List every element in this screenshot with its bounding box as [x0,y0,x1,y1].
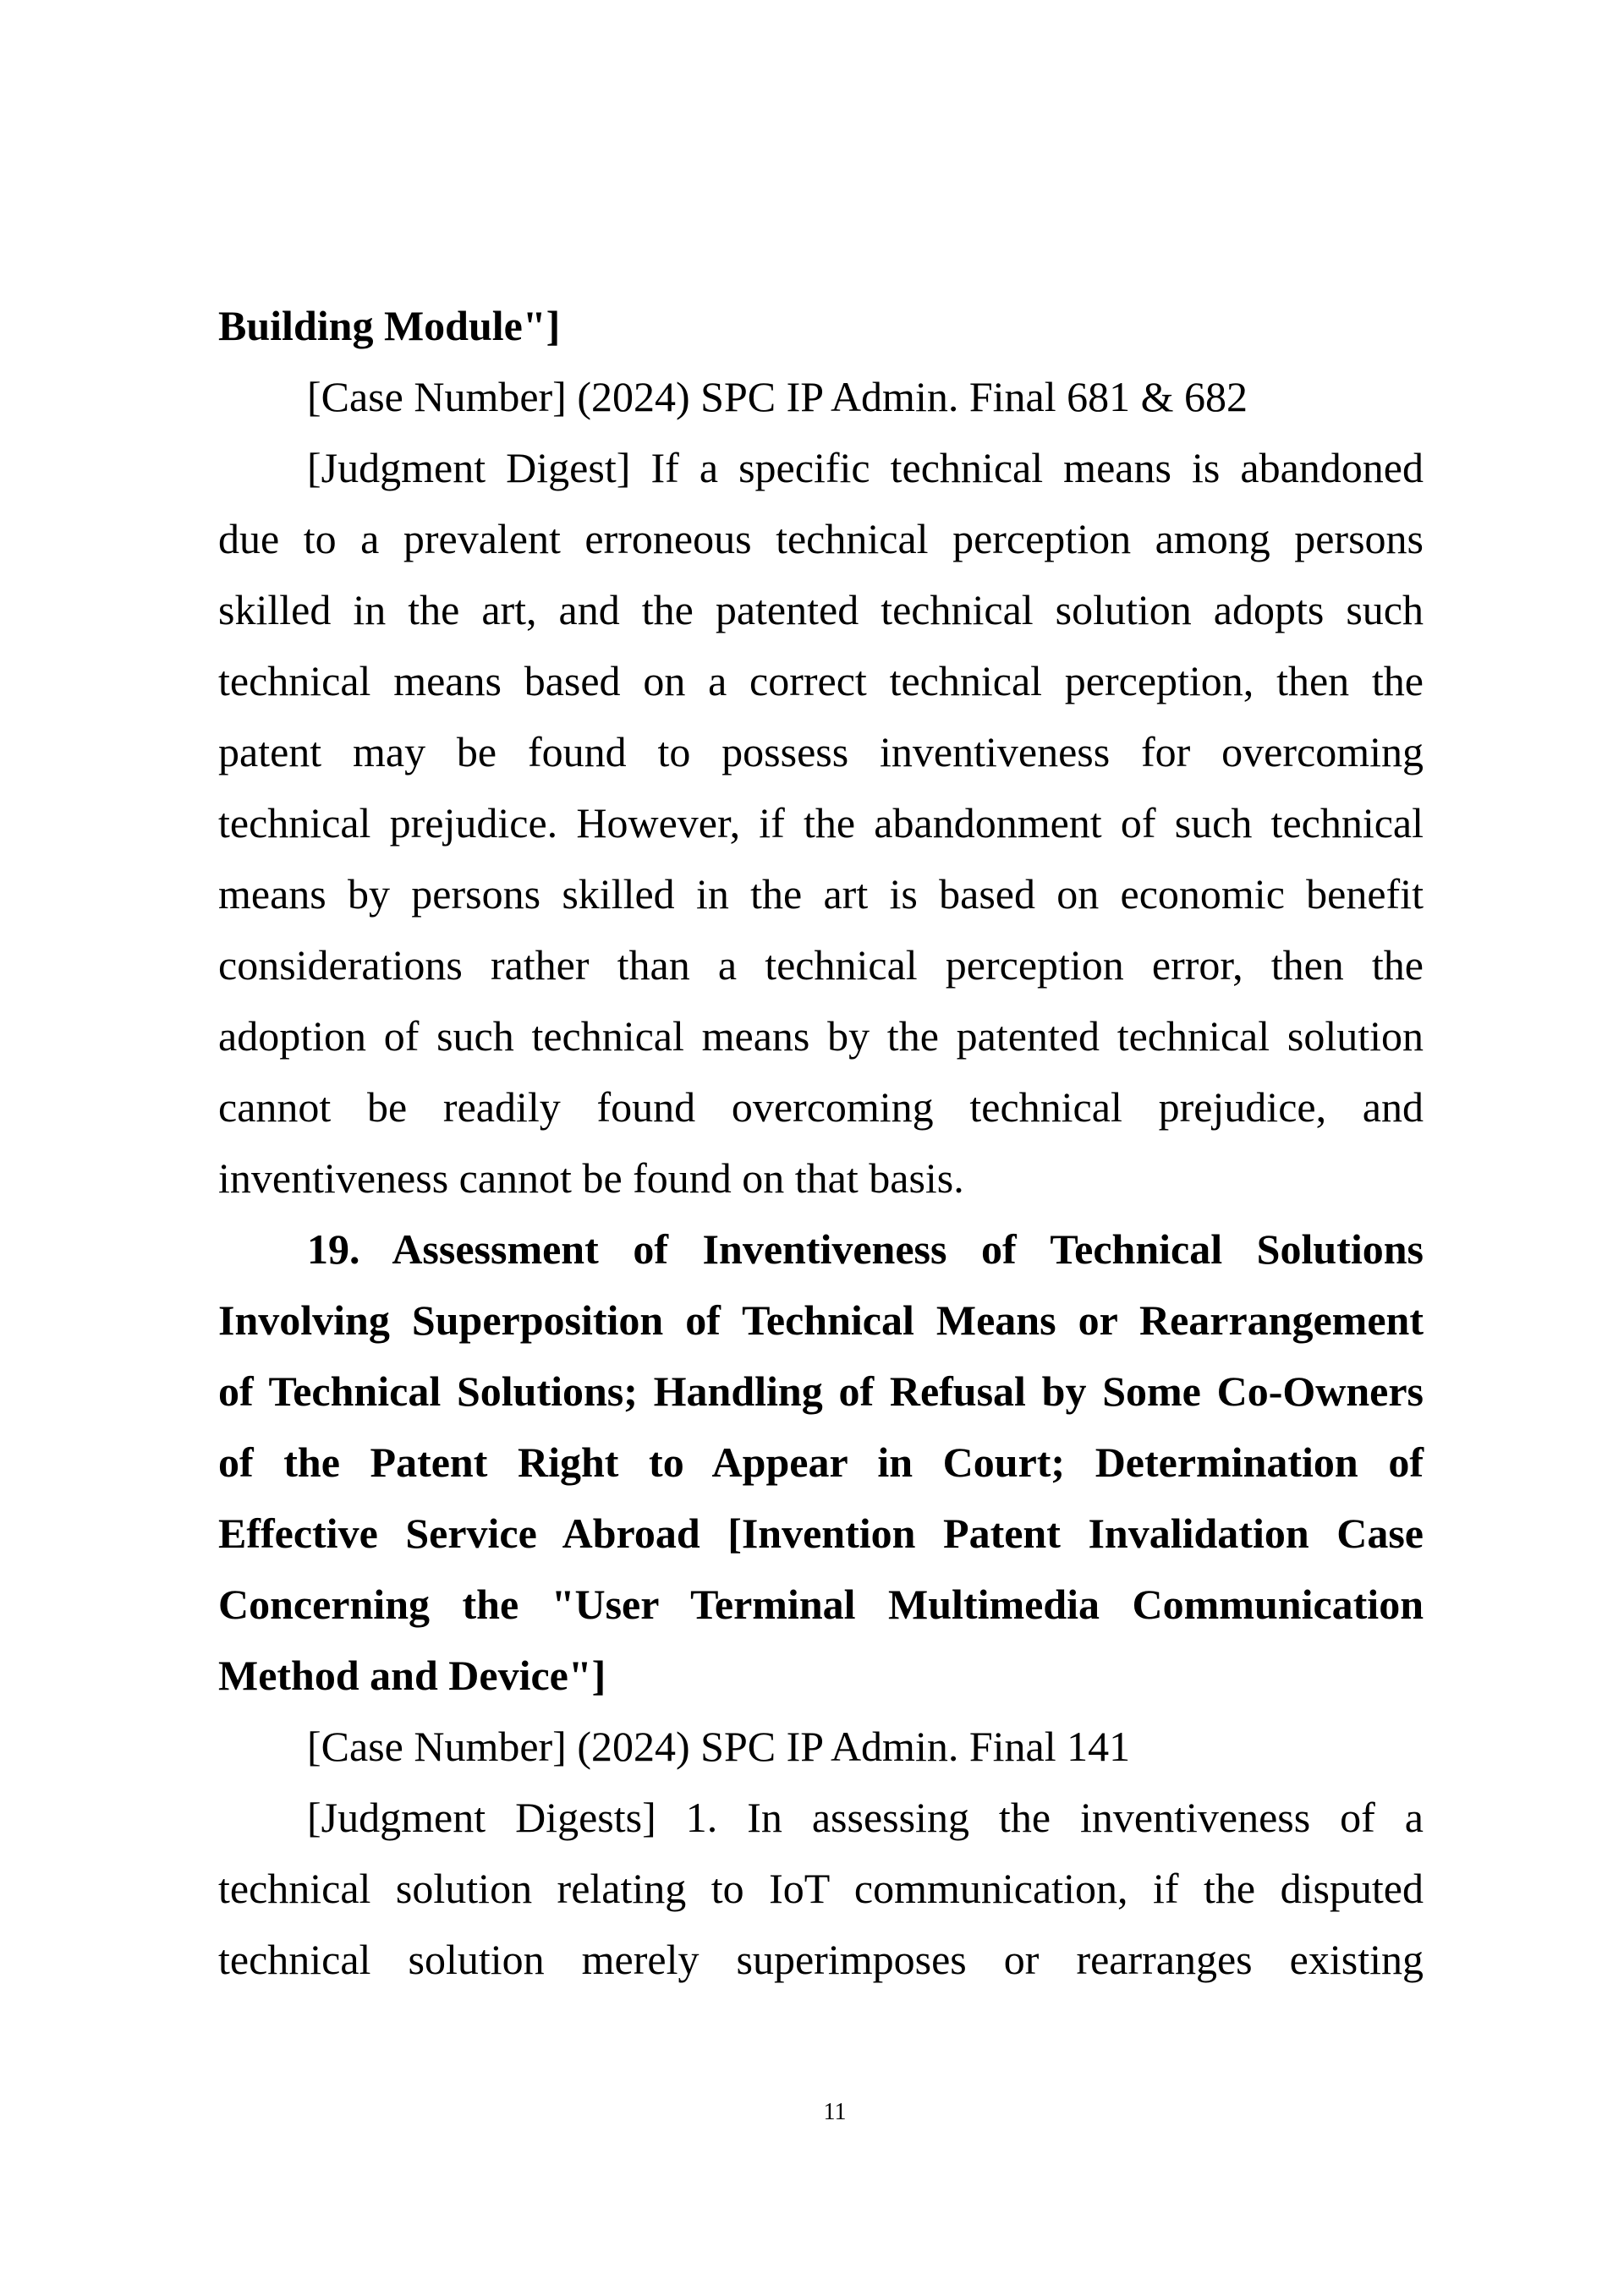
judgment-digests-line: technical solution merely superimposes or rearranges existing [218,1936,1424,1983]
judgment-digests-line: technical solution relating to IoT communication, if the disputed [218,1865,1424,1912]
judgment-digest-line: [Judgment Digest] If a specific technical means is abandoned [307,444,1424,491]
judgment-digest-line: technical prejudice. However, if the abandonment of such technical [218,799,1424,847]
section-heading-line: Effective Service Abroad [Invention Patent Invalidation Case [218,1510,1424,1557]
case-number-line: [Case Number] (2024) SPC IP Admin. Final 681 & 682 [307,373,1248,420]
judgment-digest-line: due to a prevalent erroneous technical perception among persons [218,515,1424,562]
judgment-digest-line: adoption of such technical means by the patented technical solution [218,1012,1424,1060]
judgment-digest-line: patent may be found to possess inventiveness for overcoming [218,728,1424,775]
section-heading-line: Method and Device"] [218,1652,606,1699]
page-number: 11 [823,2099,847,2125]
judgment-digests-line: [Judgment Digests] 1. In assessing the inventiveness of a [307,1794,1424,1841]
section-heading-line: of the Patent Right to Appear in Court; Determination of [218,1438,1424,1486]
page-body [218,290,1424,1995]
heading-continuation-line: Building Module"] [218,302,561,349]
section-heading-line: of Technical Solutions; Handling of Refusal by Some Co-Owners [218,1367,1424,1415]
judgment-digest-line: inventiveness cannot be found on that basis. [218,1154,964,1202]
judgment-digest-line: skilled in the art, and the patented technical solution adopts such [218,586,1424,633]
judgment-digest-line: technical means based on a correct technical perception, then the [218,657,1424,704]
judgment-digest-line: means by persons skilled in the art is based on economic benefit [218,870,1424,918]
judgment-digest-line: considerations rather than a technical perception error, then the [218,941,1424,989]
section-heading-line: Involving Superposition of Technical Means or Rearrangement [218,1296,1424,1344]
section-heading-line: Concerning the "User Terminal Multimedia Communication [218,1581,1424,1628]
case-number-line: [Case Number] (2024) SPC IP Admin. Final 141 [307,1723,1131,1770]
judgment-digest-line: cannot be readily found overcoming technical prejudice, and [218,1083,1424,1131]
section-heading-line: 19. Assessment of Inventiveness of Technical Solutions [307,1225,1424,1273]
